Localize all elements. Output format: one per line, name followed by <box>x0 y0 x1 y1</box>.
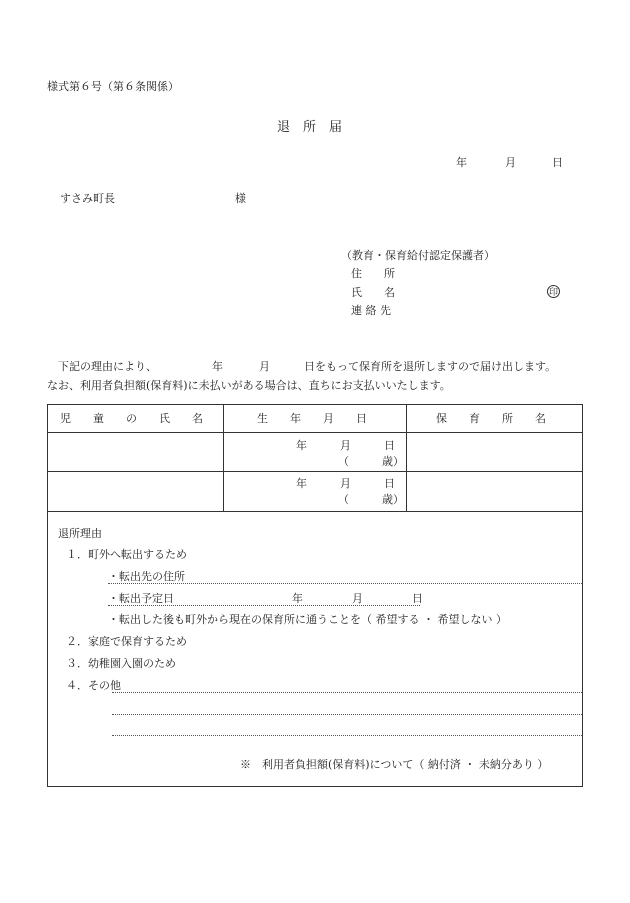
body-line1-rest: 日をもって保育所を退所しますので届け出します。 <box>304 360 557 373</box>
other-dotted-line-3 <box>112 735 582 736</box>
table-col-divider-2 <box>406 404 407 511</box>
reason-item-3: ３．幼稚園入園のため <box>66 657 176 670</box>
addressee-honorific: 様 <box>235 192 246 205</box>
page-title: 退 所 届 <box>277 120 343 135</box>
reason-1-sub-date-label: ・転出予定日 <box>108 592 174 605</box>
reason-item-4: ４．その他 <box>66 679 121 692</box>
reason-1-sub-address: ・転出先の住所 <box>108 570 185 583</box>
applicant-header: （教育・保育給付認定保護者） <box>341 249 495 262</box>
table-header-divider <box>47 432 583 433</box>
reason-item-1: １．町外へ転出するため <box>66 548 187 561</box>
address-label: 住 所 <box>351 267 395 280</box>
contact-label: 連 絡 先 <box>351 304 391 317</box>
fee-status-note: ※ 利用者負担額(保育料)について（ 納付済 ・ 未納分あり ） <box>240 758 549 771</box>
body-line2: なお、利用者負担額(保育料)に未払いがある場合は、直ちにお支払いいたします。 <box>47 379 451 392</box>
row2-birthdate: 年 月 日 <box>296 477 395 490</box>
col-header-birthdate: 生 年 月 日 <box>257 412 367 425</box>
date-day: 日 <box>552 156 563 169</box>
date-month: 月 <box>505 156 516 169</box>
body-line1-month: 月 <box>259 360 270 373</box>
reason-1-sub-date-year: 年 <box>292 592 303 605</box>
other-dotted-line-2 <box>112 714 582 715</box>
address-dotted-line <box>108 583 582 584</box>
seal-mark: 印 <box>547 285 560 298</box>
reason-item-2: ２．家庭で保育するため <box>66 635 187 648</box>
other-dotted-line-1 <box>112 692 582 693</box>
col-header-child-name: 児 童 の 氏 名 <box>60 412 203 425</box>
reason-1-sub-date-month: 月 <box>352 592 363 605</box>
table-bottom-divider <box>47 511 583 512</box>
form-number: 様式第６号（第６条関係） <box>47 80 179 93</box>
reason-1-sub-commute: ・転出した後も町外から現在の保育所に通うことを（ 希望する ・ 希望しない ） <box>108 613 507 626</box>
reason-1-sub-date-day: 日 <box>412 592 423 605</box>
reasons-heading: 退所理由 <box>58 527 102 540</box>
row1-birthdate: 年 月 日 <box>296 439 395 452</box>
table-col-divider-1 <box>223 404 224 511</box>
col-header-nursery: 保 育 所 名 <box>436 412 546 425</box>
row1-age: （ 歳） <box>338 455 404 468</box>
date-dotted-line <box>108 605 420 606</box>
body-line1-prefix: 下記の理由により、 <box>58 360 157 373</box>
addressee-name: すさみ町長 <box>60 192 115 205</box>
name-label: 氏 名 <box>351 286 395 299</box>
row2-age: （ 歳） <box>338 493 404 506</box>
table-row-divider <box>47 471 583 472</box>
date-year: 年 <box>456 156 467 169</box>
body-line1-year: 年 <box>212 360 223 373</box>
